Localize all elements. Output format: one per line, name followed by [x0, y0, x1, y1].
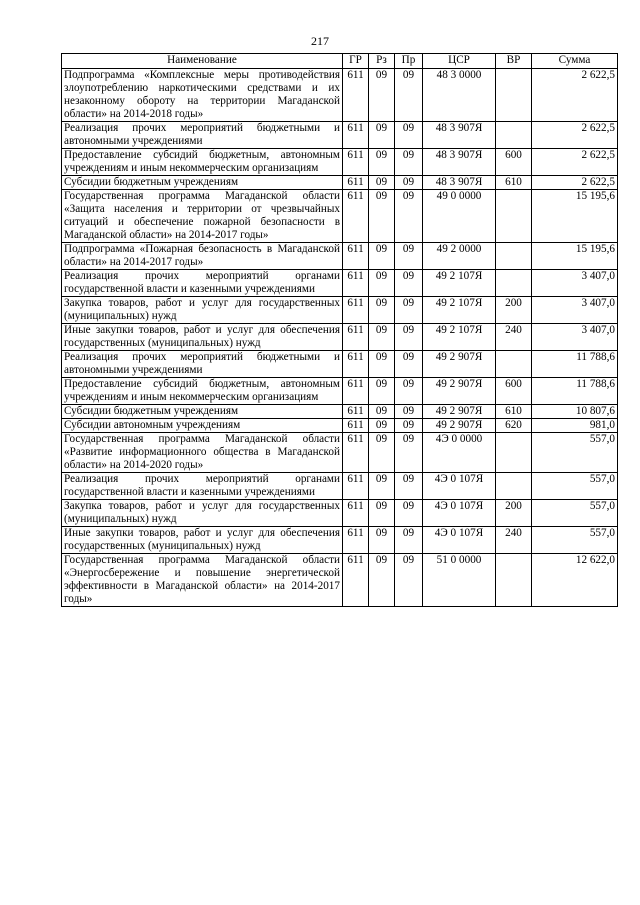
- cell-name: Подпрограмма «Пожарная безопасность в Магаданской области» на 2014-2017 годы»: [62, 243, 343, 270]
- cell-pr: 09: [395, 473, 423, 500]
- cell-rz: 09: [369, 500, 395, 527]
- cell-csr: 49 0 0000: [423, 190, 496, 243]
- table-row: [62, 297, 618, 324]
- cell-gr: 611: [343, 69, 369, 122]
- cell-vr: [496, 190, 532, 243]
- cell-sum: 12 622,0: [532, 554, 618, 607]
- cell-rz: 09: [369, 378, 395, 405]
- cell-rz: 09: [369, 324, 395, 351]
- cell-vr: [496, 243, 532, 270]
- table-row: [62, 149, 618, 176]
- cell-name: Предоставление субсидий бюджетным, автономным учреждениям и иным некоммерческим организациям: [62, 378, 343, 405]
- cell-name: Государственная программа Магаданской области «Защита населения и территории от чрезвычайных ситуаций и обеспечение пожарной безопасности в Магаданской области» на 2014-2017 годы»: [62, 190, 343, 243]
- cell-csr: 48 3 907Я: [423, 176, 496, 190]
- cell-name: Реализация прочих мероприятий органами государственной власти и казенными учреждениями: [62, 270, 343, 297]
- cell-csr: 49 2 107Я: [423, 324, 496, 351]
- cell-pr: 09: [395, 190, 423, 243]
- header-pr: Пр: [395, 54, 423, 69]
- cell-csr: 4Э 0 107Я: [423, 527, 496, 554]
- page-number: 217: [311, 34, 329, 48]
- cell-csr: 49 2 107Я: [423, 270, 496, 297]
- table-row: [62, 405, 618, 419]
- cell-pr: 09: [395, 419, 423, 433]
- cell-name: Закупка товаров, работ и услуг для государственных (муниципальных) нужд: [62, 500, 343, 527]
- cell-sum: 2 622,5: [532, 122, 618, 149]
- cell-gr: 611: [343, 297, 369, 324]
- table-row: [62, 419, 618, 433]
- cell-rz: 09: [369, 243, 395, 270]
- cell-sum: 557,0: [532, 500, 618, 527]
- cell-gr: 611: [343, 419, 369, 433]
- cell-gr: 611: [343, 351, 369, 378]
- cell-gr: 611: [343, 149, 369, 176]
- header-vr: ВР: [496, 54, 532, 69]
- table-header: [62, 54, 618, 69]
- cell-gr: 611: [343, 527, 369, 554]
- cell-vr: [496, 473, 532, 500]
- cell-sum: 3 407,0: [532, 324, 618, 351]
- cell-csr: 48 3 907Я: [423, 122, 496, 149]
- cell-rz: 09: [369, 351, 395, 378]
- cell-rz: 09: [369, 297, 395, 324]
- cell-csr: 49 2 907Я: [423, 378, 496, 405]
- header-row: [62, 54, 618, 69]
- cell-pr: 09: [395, 378, 423, 405]
- table-row: [62, 473, 618, 500]
- cell-sum: 15 195,6: [532, 190, 618, 243]
- header-csr: ЦСР: [423, 54, 496, 69]
- table-row: [62, 122, 618, 149]
- header-name: Наименование: [62, 54, 343, 69]
- table-row: [62, 190, 618, 243]
- cell-gr: 611: [343, 122, 369, 149]
- cell-sum: 3 407,0: [532, 297, 618, 324]
- cell-pr: 09: [395, 243, 423, 270]
- cell-vr: 240: [496, 527, 532, 554]
- cell-sum: 15 195,6: [532, 243, 618, 270]
- cell-vr: 610: [496, 176, 532, 190]
- cell-sum: 2 622,5: [532, 149, 618, 176]
- cell-pr: 09: [395, 527, 423, 554]
- table-row: [62, 270, 618, 297]
- cell-pr: 09: [395, 433, 423, 473]
- cell-vr: [496, 69, 532, 122]
- cell-sum: 11 788,6: [532, 378, 618, 405]
- cell-gr: 611: [343, 190, 369, 243]
- cell-pr: 09: [395, 176, 423, 190]
- cell-name: Реализация прочих мероприятий бюджетными и автономными учреждениями: [62, 122, 343, 149]
- cell-rz: 09: [369, 149, 395, 176]
- cell-gr: 611: [343, 176, 369, 190]
- cell-sum: 557,0: [532, 433, 618, 473]
- table-row: [62, 554, 618, 607]
- cell-name: Реализация прочих мероприятий бюджетными и автономными учреждениями: [62, 351, 343, 378]
- cell-name: Реализация прочих мероприятий органами государственной власти и казенными учреждениями: [62, 473, 343, 500]
- cell-pr: 09: [395, 149, 423, 176]
- cell-pr: 09: [395, 554, 423, 607]
- cell-gr: 611: [343, 270, 369, 297]
- cell-vr: 600: [496, 378, 532, 405]
- cell-pr: 09: [395, 500, 423, 527]
- cell-name: Субсидии бюджетным учреждениям: [62, 176, 343, 190]
- table-row: [62, 351, 618, 378]
- table-row: [62, 243, 618, 270]
- cell-name: Подпрограмма «Комплексные меры противодействия злоупотреблению наркотическими средствами и их незаконному обороту на территории Магаданской области» на 2014-2018 годы»: [62, 69, 343, 122]
- cell-csr: 49 2 907Я: [423, 351, 496, 378]
- cell-gr: 611: [343, 405, 369, 419]
- table-row: [62, 527, 618, 554]
- cell-pr: 09: [395, 122, 423, 149]
- table-row: [62, 378, 618, 405]
- cell-vr: 620: [496, 419, 532, 433]
- cell-name: Субсидии автономным учреждениям: [62, 419, 343, 433]
- cell-gr: 611: [343, 473, 369, 500]
- cell-rz: 09: [369, 527, 395, 554]
- table-row: [62, 69, 618, 122]
- header-sum: Сумма: [532, 54, 618, 69]
- cell-name: Предоставление субсидий бюджетным, автономным учреждениям и иным некоммерческим организациям: [62, 149, 343, 176]
- cell-name: Иные закупки товаров, работ и услуг для обеспечения государственных (муниципальных) нужд: [62, 324, 343, 351]
- cell-csr: 49 2 907Я: [423, 405, 496, 419]
- cell-gr: 611: [343, 243, 369, 270]
- cell-csr: 48 3 0000: [423, 69, 496, 122]
- cell-pr: 09: [395, 297, 423, 324]
- table-row: [62, 324, 618, 351]
- cell-sum: 557,0: [532, 527, 618, 554]
- cell-name: Государственная программа Магаданской области «Энергосбережение и повышение энергетической эффективности в Магаданской области» на 2014-2017 годы»: [62, 554, 343, 607]
- cell-rz: 09: [369, 270, 395, 297]
- table-body: [62, 69, 618, 607]
- cell-csr: 49 2 907Я: [423, 419, 496, 433]
- cell-csr: 49 2 0000: [423, 243, 496, 270]
- cell-csr: 48 3 907Я: [423, 149, 496, 176]
- header-rz: Рз: [369, 54, 395, 69]
- cell-pr: 09: [395, 324, 423, 351]
- cell-rz: 09: [369, 176, 395, 190]
- cell-pr: 09: [395, 270, 423, 297]
- cell-pr: 09: [395, 69, 423, 122]
- cell-vr: 200: [496, 500, 532, 527]
- cell-rz: 09: [369, 473, 395, 500]
- cell-vr: 200: [496, 297, 532, 324]
- cell-gr: 611: [343, 500, 369, 527]
- header-gr: ГР: [343, 54, 369, 69]
- cell-csr: 4Э 0 107Я: [423, 500, 496, 527]
- cell-sum: 981,0: [532, 419, 618, 433]
- cell-vr: [496, 270, 532, 297]
- cell-gr: 611: [343, 378, 369, 405]
- cell-sum: 10 807,6: [532, 405, 618, 419]
- cell-rz: 09: [369, 69, 395, 122]
- cell-gr: 611: [343, 554, 369, 607]
- cell-sum: 2 622,5: [532, 69, 618, 122]
- cell-sum: 2 622,5: [532, 176, 618, 190]
- cell-vr: 600: [496, 149, 532, 176]
- cell-sum: 11 788,6: [532, 351, 618, 378]
- cell-rz: 09: [369, 405, 395, 419]
- cell-gr: 611: [343, 433, 369, 473]
- cell-pr: 09: [395, 405, 423, 419]
- cell-rz: 09: [369, 433, 395, 473]
- table-row: [62, 500, 618, 527]
- cell-csr: 49 2 107Я: [423, 297, 496, 324]
- cell-vr: 240: [496, 324, 532, 351]
- cell-vr: [496, 554, 532, 607]
- cell-sum: 3 407,0: [532, 270, 618, 297]
- cell-name: Субсидии бюджетным учреждениям: [62, 405, 343, 419]
- cell-csr: 4Э 0 107Я: [423, 473, 496, 500]
- budget-table: [61, 53, 618, 607]
- cell-gr: 611: [343, 324, 369, 351]
- cell-sum: 557,0: [532, 473, 618, 500]
- cell-vr: 610: [496, 405, 532, 419]
- cell-name: Закупка товаров, работ и услуг для государственных (муниципальных) нужд: [62, 297, 343, 324]
- cell-rz: 09: [369, 190, 395, 243]
- cell-pr: 09: [395, 351, 423, 378]
- cell-csr: 51 0 0000: [423, 554, 496, 607]
- table-row: [62, 433, 618, 473]
- cell-rz: 09: [369, 122, 395, 149]
- cell-vr: [496, 122, 532, 149]
- cell-rz: 09: [369, 554, 395, 607]
- cell-rz: 09: [369, 419, 395, 433]
- cell-csr: 4Э 0 0000: [423, 433, 496, 473]
- cell-name: Иные закупки товаров, работ и услуг для обеспечения государственных (муниципальных) нужд: [62, 527, 343, 554]
- table-row: [62, 176, 618, 190]
- cell-vr: [496, 351, 532, 378]
- cell-vr: [496, 433, 532, 473]
- cell-name: Государственная программа Магаданской области «Развитие информационного общества в Магаданской области» на 2014-2020 годы»: [62, 433, 343, 473]
